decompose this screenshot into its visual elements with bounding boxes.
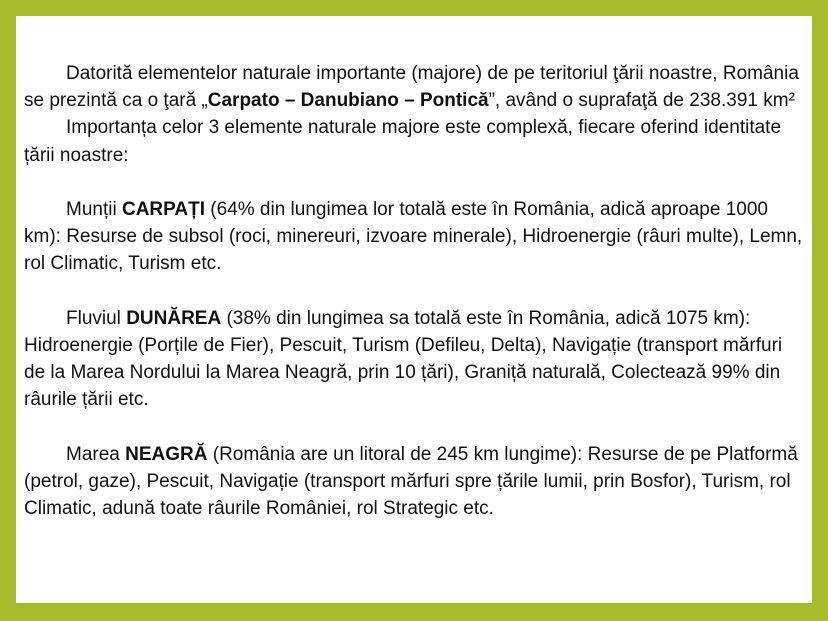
paragraph-suprafata	[24, 60, 808, 114]
paragraph-neagra	[24, 441, 808, 523]
spacer	[24, 169, 808, 196]
text-body	[24, 60, 808, 522]
p2-text: Importanța celor 3 elemente naturale majore este complexă, fiecare oferind identitate țării noastre:	[24, 117, 782, 166]
p5-text-1: Marea	[66, 443, 126, 465]
p4-text-1: Fluviul	[66, 307, 127, 329]
p3-text-1: Munții	[66, 199, 122, 220]
p1-bold: Carpato – Danubiano – Pontică	[207, 90, 489, 112]
p4-bold: DUNĂREA	[126, 307, 222, 329]
p5-bold: NEAGRĂ	[125, 443, 208, 465]
p1-text-2: ”, având o suprafaţă de 238.391 km²	[488, 90, 795, 112]
paragraph-carpati	[24, 196, 808, 278]
spacer	[24, 414, 808, 441]
slide	[16, 16, 812, 603]
paragraph-importanta	[24, 114, 808, 168]
p3-bold: CARPAȚI	[121, 199, 206, 220]
p1-text-1: Datorită elementelor naturale importante (majore) de pe teritoriul ţării noastre, România se prezintă ca o ţară „	[24, 63, 799, 112]
paragraph-dunarea	[24, 305, 808, 414]
p3-text-2: (64% din lungimea lor totală este în România, adică aproape 1000 km): Resurse de subsol (roci, minereuri, izvoare minerale), Hidroenergie (râuri multe), Lemn, rol Climatic, Turism etc.	[24, 199, 803, 275]
p5-text-2: (România are un litoral de 245 km lungime): Resurse de pe Platformă (petrol, gaze), Pescuit, Navigație (transport mărfuri spre țările lumii, prin Bosfor), Turism, rol Climatic, adună toate râurile României, rol Strategic etc.	[24, 443, 798, 520]
p4-text-2: (38% din lungimea sa totală este în România, adică 1075 km): Hidroenergie (Porțile de Fier), Pescuit, Turism (Defileu, Delta), Navigație (transport mărfuri de la Marea Nordului la Marea Neagră, prin 10 țări), Graniță naturală, Colectează 99% din râurile țării etc.	[24, 307, 783, 411]
spacer	[24, 278, 808, 305]
